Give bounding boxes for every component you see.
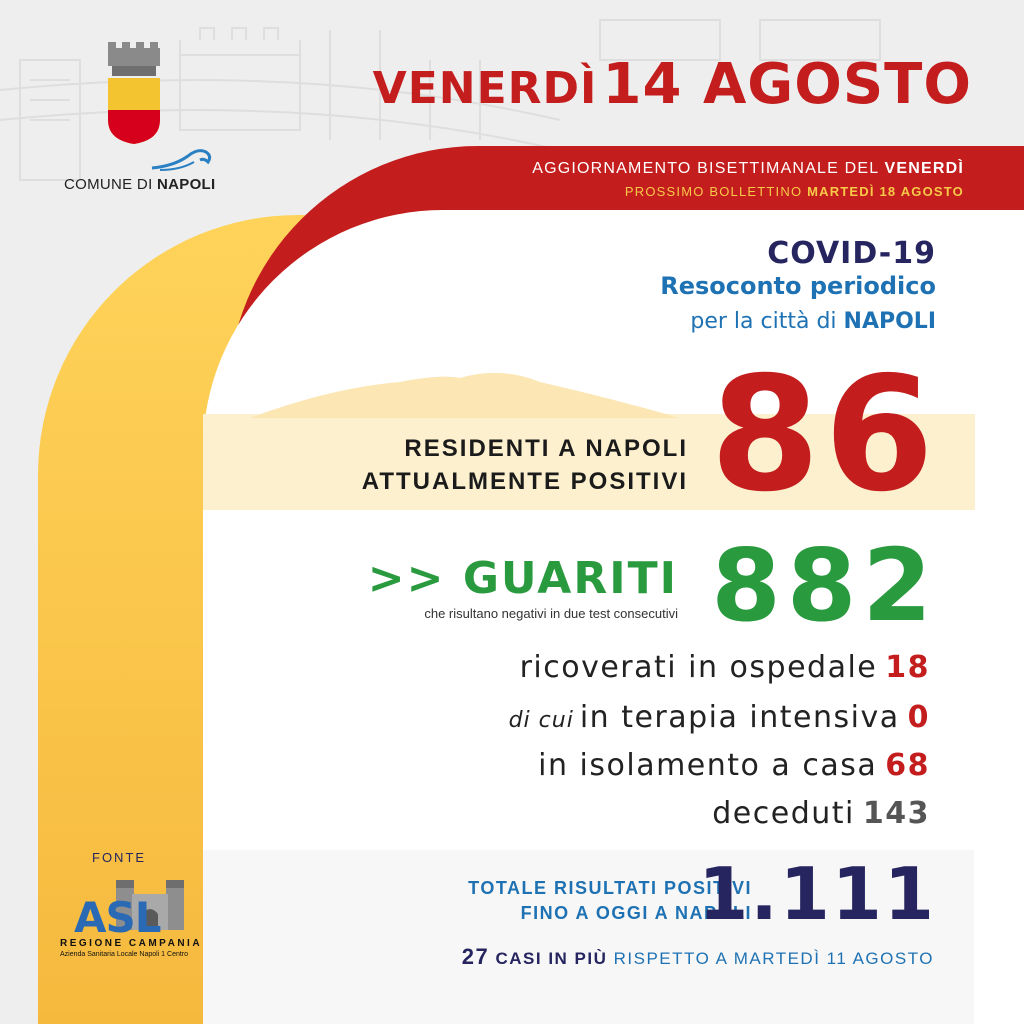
date-heading (373, 52, 972, 117)
totale-label: TOTALE RISULTATI POSITIVI FINO A OGGI A NAPOLI (468, 878, 752, 923)
coat-of-arms-logo (104, 42, 164, 146)
asl-logo-text: ASL (74, 893, 161, 942)
guariti-label: >> GUARITI (367, 553, 678, 604)
report-city: per la città di NAPOLI (690, 309, 936, 334)
guariti-value: 882 (711, 527, 938, 644)
report-subtitle: Resoconto periodico (660, 272, 936, 300)
asl-region: REGIONE CAMPANIA (60, 938, 203, 949)
organization-label: COMUNE DI NAPOLI (64, 176, 216, 193)
stat-ricoverati: ricoverati in ospedale 18 (519, 650, 930, 685)
vesuvio-silhouette (250, 368, 680, 418)
stat-deceduti: deceduti 143 (712, 796, 930, 831)
stat-isolamento: in isolamento a casa 68 (538, 748, 930, 783)
date-value: 14 AGOSTO (602, 52, 972, 117)
update-frequency: AGGIORNAMENTO BISETTIMANALE DEL VENERDÌ (532, 160, 964, 177)
positivi-value: 86 (710, 343, 938, 527)
report-title: COVID-19 (767, 236, 936, 271)
positivi-label: RESIDENTI A NAPOLI ATTUALMENTE POSITIVI (361, 435, 688, 495)
guariti-note: che risultano negativi in due test consecutivi (424, 606, 678, 621)
asl-subtitle: Azienda Sanitaria Locale Napoli 1 Centro (60, 951, 189, 958)
date-weekday: VENERDÌ (372, 63, 598, 114)
next-bulletin: PROSSIMO BOLLETTINO MARTEDÌ 18 AGOSTO (624, 184, 964, 199)
new-cases-line: 27 CASI IN PIÙ RISPETTO A MARTEDÌ 11 AGOSTO (461, 944, 934, 969)
wave-icon (150, 142, 216, 172)
totale-value: 1.111 (698, 852, 936, 936)
stat-terapia-intensiva: di cui in terapia intensiva 0 (508, 700, 930, 735)
source-label: FONTE (92, 850, 147, 865)
